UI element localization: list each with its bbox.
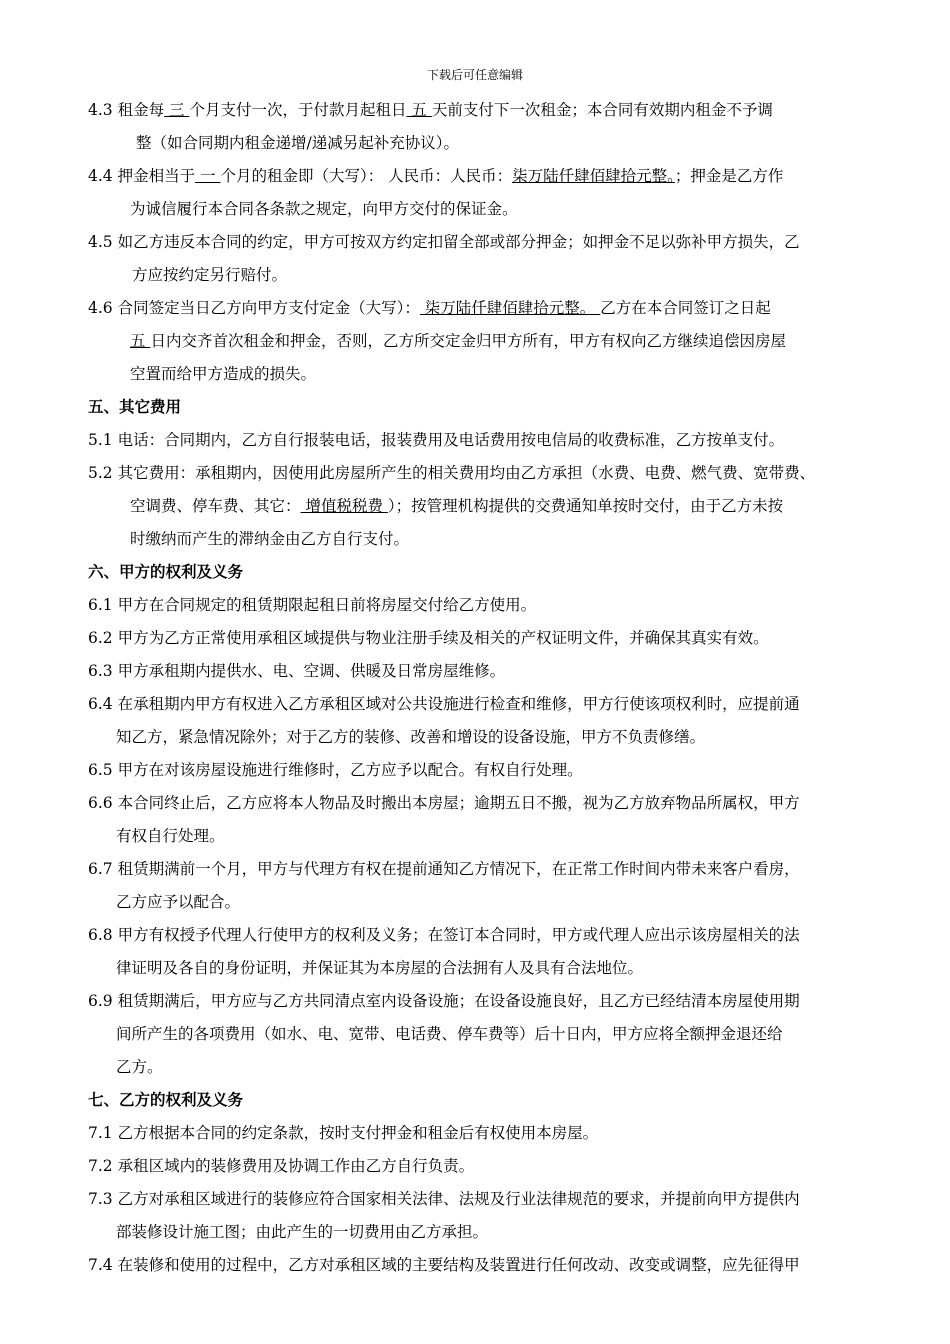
text-segment: 空调费、停车费、其它： (130, 497, 301, 515)
text-line (88, 166, 783, 186)
text-segment: 为诚信履行本合同各条款之规定，向甲方交付的保证金。 (130, 200, 518, 218)
text-line (116, 1057, 163, 1077)
text-segment: ）；按管理机构提供的交费通知单按时交付，由于乙方未按 (387, 497, 784, 515)
text-segment: 7.4 在装修和使用的过程中，乙方对承租区域的主要结构及装置进行任何改动、改变或调整，应先征得甲 (88, 1256, 800, 1274)
text-line (88, 760, 583, 780)
filled-blank: 增值税税费 (300, 497, 388, 515)
text-segment: 部装修设计施工图；由此产生的一切费用由乙方承担。 (116, 1223, 489, 1241)
text-segment: 空置而给甲方造成的损失。 (130, 365, 317, 383)
text-segment: 时缴纳而产生的滞纳金由乙方自行支付。 (130, 530, 410, 548)
text-segment: 6.4 在承租期内甲方有权进入乙方承租区域对公共设施进行检查和维修，甲方行使该项权利时，应提前通 (88, 695, 800, 713)
filled-blank: 一 (195, 167, 221, 185)
text-line (88, 661, 505, 681)
filled-blank: 五 (130, 332, 151, 350)
text-segment: 6.8 甲方有权授予代理人行使甲方的权利及义务；在签订本合同时，甲方或代理人应出示该房屋相关的法 (88, 926, 800, 944)
text-segment: 6.6 本合同终止后，乙方应将本人物品及时搬出本房屋；逾期五日不搬，视为乙方放弃物品所属权，甲方 (88, 794, 800, 812)
text-segment: 6.9 租赁期满后，甲方应与乙方共同清点室内设备设施；在设备设施良好，且乙方已经结清本房屋使用期 (88, 992, 800, 1010)
text-line (130, 331, 786, 351)
text-line (88, 595, 536, 615)
text-line (116, 958, 643, 978)
filled-blank: 五 (406, 101, 432, 119)
text-segment: 4.4 押金相当于 (88, 167, 196, 185)
text-line (88, 232, 800, 252)
text-line (88, 793, 800, 813)
text-line (88, 1123, 598, 1143)
text-line (130, 496, 783, 516)
text-line (88, 298, 771, 318)
text-segment: 6.3 甲方承租期内提供水、电、空调、供暖及日常房屋维修。 (88, 662, 506, 680)
text-segment: 律证明及各自的身份证明，并保证其为本房屋的合法拥有人及具有合法地位。 (116, 959, 644, 977)
section-heading (88, 397, 181, 417)
text-line (88, 628, 769, 648)
text-line (88, 463, 815, 483)
text-segment: 7.2 承租区域内的装修费用及协调工作由乙方自行负责。 (88, 1157, 475, 1175)
text-segment: 知乙方，紧急情况除外；对于乙方的装修、改善和增设的设备设施，甲方不负责修缮。 (116, 728, 706, 746)
text-line (88, 991, 800, 1011)
text-segment: 乙方在本合同签订之日起 (600, 299, 771, 317)
text-line (132, 265, 287, 285)
text-segment: 整（如合同期内租金递增/递减另起补充协议）。 (136, 134, 459, 152)
text-segment: 7.3 乙方对承租区域进行的装修应符合国家相关法律、法规及行业法律规范的要求，并提前向甲方提供内 (88, 1190, 800, 1208)
text-segment: 4.6 合同签定当日乙方向甲方支付定金（大写）： (88, 299, 420, 317)
text-segment: 乙方。 (116, 1058, 163, 1076)
text-line (88, 694, 800, 714)
text-segment: 个月支付一次，于付款月起租日 (189, 101, 407, 119)
text-segment: 6.5 甲方在对该房屋设施进行维修时，乙方应予以配合。有权自行处理。 (88, 761, 583, 779)
text-line (88, 1255, 800, 1275)
text-segment: 有权自行处理。 (116, 827, 225, 845)
text-line (116, 1024, 783, 1044)
text-segment: 4.3 租金每 (88, 101, 165, 119)
text-line (130, 199, 518, 219)
text-line (116, 1222, 488, 1242)
text-line (88, 1156, 474, 1176)
text-segment: 天前支付下一次租金；本合同有效期内租金不予调 (431, 101, 773, 119)
text-line (88, 859, 800, 879)
text-segment: 6.7 租赁期满前一个月，甲方与代理方有权在提前通知乙方情况下，在正常工作时间内带未来客户看房， (88, 860, 800, 878)
text-line (88, 100, 773, 120)
text-line (116, 826, 225, 846)
text-line (88, 925, 800, 945)
text-segment: 方应按约定另行赔付。 (132, 266, 288, 284)
text-segment: 六、甲方的权利及义务 (88, 562, 244, 581)
page-header: 下载后可任意编辑 (426, 68, 523, 82)
text-segment: 日内交齐首次租金和押金，否则，乙方所交定金归甲方所有，甲方有权向乙方继续追偿因房屋 (150, 332, 786, 350)
text-segment: ；押金是乙方作 (674, 167, 784, 185)
text-line (130, 364, 316, 384)
text-segment: 6.1 甲方在合同规定的租赁期限起租日前将房屋交付给乙方使用。 (88, 596, 537, 614)
section-heading (88, 1090, 243, 1110)
text-line (136, 133, 459, 153)
text-line (116, 892, 240, 912)
text-line (116, 727, 705, 747)
text-segment: 4.5 如乙方违反本合同的约定，甲方可按双方约定扣留全部或部分押金；如押金不足以弥补甲方损失，乙 (88, 233, 800, 251)
text-segment: 乙方应予以配合。 (116, 893, 241, 911)
text-segment: 5.2 其它费用：承租期内，因使用此房屋所产生的相关费用均由乙方承担（水费、电费、燃气费、宽带费、 (88, 464, 816, 482)
text-line (88, 1189, 800, 1209)
text-line (88, 430, 784, 450)
filled-blank: 柒万陆仟肆佰肆拾元整。 (419, 299, 601, 317)
text-line (130, 529, 409, 549)
text-segment: 七、乙方的权利及义务 (88, 1090, 244, 1109)
text-segment: 5.1 电话：合同期内，乙方自行报装电话，报装费用及电话费用按电信局的收费标准，乙方按单支付。 (88, 431, 785, 449)
text-segment: 间所产生的各项费用（如水、电、宽带、电话费、停车费等）后十日内，甲方应将全额押金退还给 (116, 1025, 783, 1043)
section-heading (88, 562, 243, 582)
text-segment: 7.1 乙方根据本合同的约定条款，按时支付押金和租金后有权使用本房屋。 (88, 1124, 599, 1142)
filled-blank: 三 (164, 101, 190, 119)
text-segment: 6.2 甲方为乙方正常使用承租区域提供与物业注册手续及相关的产权证明文件，并确保其真实有效。 (88, 629, 769, 647)
text-segment: 五、其它费用 (88, 397, 182, 416)
filled-blank: 柒万陆仟肆佰肆拾元整。 (512, 167, 675, 185)
text-segment: 个月的租金即（大写）： 人民币：人民币： (220, 167, 513, 185)
